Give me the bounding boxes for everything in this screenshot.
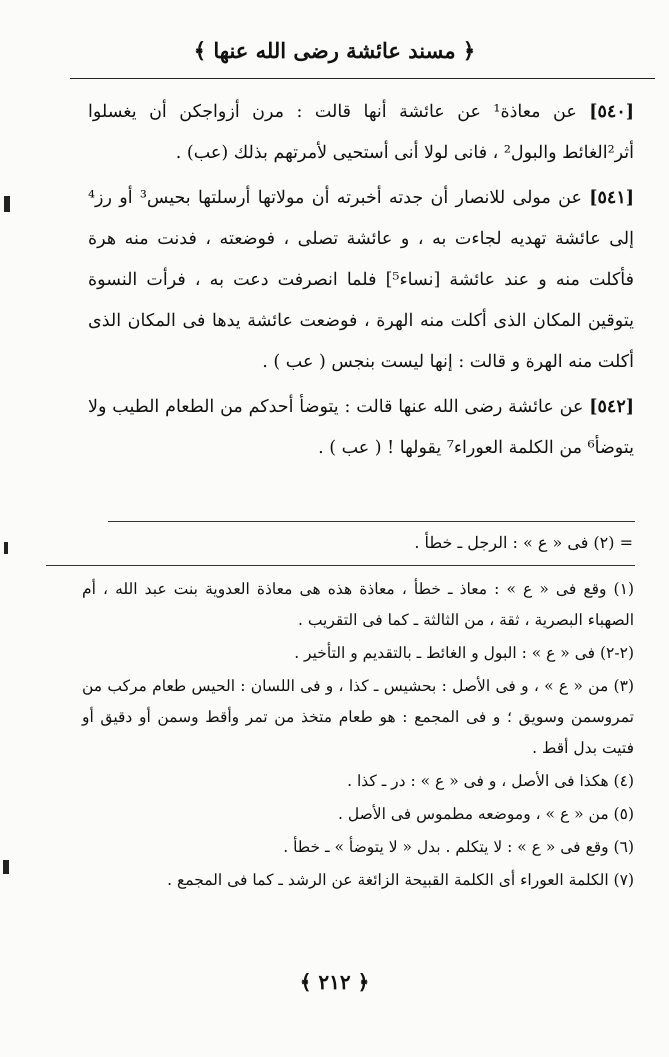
page-number: ﴿ ٢١٢ ﴾ <box>299 970 370 994</box>
footnote-6: (٦) وقع فى « ع » : لا يتكلم . بدل « لا يتوضأ » ـ خطأ . <box>283 838 634 856</box>
scan-margin-mark <box>4 196 10 212</box>
main-text <box>88 92 634 473</box>
hadith-number: [٥٤٢] <box>589 397 634 417</box>
scan-margin-mark <box>4 542 8 554</box>
hadith-text: عن معاذة¹ عن عائشة أنها قالت : مرن أزواجكن أن يغسلوا أثر²الغائط والبول² ، فانى لولا أنى أستحيى لأمرتهم بذلك (عب) . <box>88 102 634 163</box>
footnotes <box>82 574 634 898</box>
footnote-continuation: = (٢) فى « ع » : الرجل ـ خطأ . <box>414 533 633 552</box>
footnote-3: (٣) من « ع » ، و فى الأصل : بحشيس ـ كذا ، و فى اللسان : الحيس طعام مركب من تمروسمن وسويق ؛ و فى المجمع : هو طعام متخذ من تمر وأقط وسمن أو دقيق أو فتيت بدل أقط . <box>82 677 634 757</box>
hadith-540 <box>88 92 634 174</box>
footnote-divider <box>46 565 635 566</box>
footnote-1: (١) وقع فى « ع » : معاذ ـ خطأ ، معاذة هذه هى معاذة العدوية بنت عبد الله ، أم الصهباء البصرية ، ثقة ، من الثالثة ـ كما فى التقريب . <box>82 580 634 629</box>
footnote-divider-top <box>108 521 635 522</box>
page-header-title: ﴿ مسند عائشة رضى الله عنها ﴾ <box>193 38 476 63</box>
footnote-5: (٥) من « ع » ، وموضعه مطموس فى الأصل . <box>338 805 634 823</box>
hadith-text: عن عائشة رضى الله عنها قالت : يتوضأ أحدكم من الطعام الطيب ولا يتوضأ⁶ من الكلمة العوراء⁷ يقولها ! ( عب ) . <box>88 397 634 458</box>
hadith-text: عن مولى للانصار أن جدته أخبرته أن مولاتها أرسلتها بحيس³ أو رز⁴ إلى عائشة تهديه لجاءت به ، و عائشة تصلى ، فوضعته ، فدنت منه هرة فأكلت منه و عند عائشة [نساء⁵] فلما انصرفت دعت به ، فرأت النسوة يتوقين المكان الذى أكلت منه الهرة ، فوضعت عائشة يدها فى المكان الذى أكلت منه الهرة و قالت : إنها ليست بنجس ( عب ) . <box>88 188 634 372</box>
footnote-2: (٢-٢) فى « ع » : البول و الغائط ـ بالتقديم و التأخير . <box>294 644 634 662</box>
hadith-number: [٥٤٠] <box>589 102 634 122</box>
footnote-7: (٧) الكلمة العوراء أى الكلمة القبيحة الزائغة عن الرشد ـ كما فى المجمع . <box>167 871 634 889</box>
header-divider <box>70 78 655 79</box>
footnote-4: (٤) هكذا فى الأصل ، و فى « ع » : در ـ كذا . <box>347 772 634 790</box>
hadith-541 <box>88 178 634 383</box>
hadith-542 <box>88 387 634 469</box>
scan-margin-mark <box>3 860 9 874</box>
hadith-number: [٥٤١] <box>589 188 634 208</box>
